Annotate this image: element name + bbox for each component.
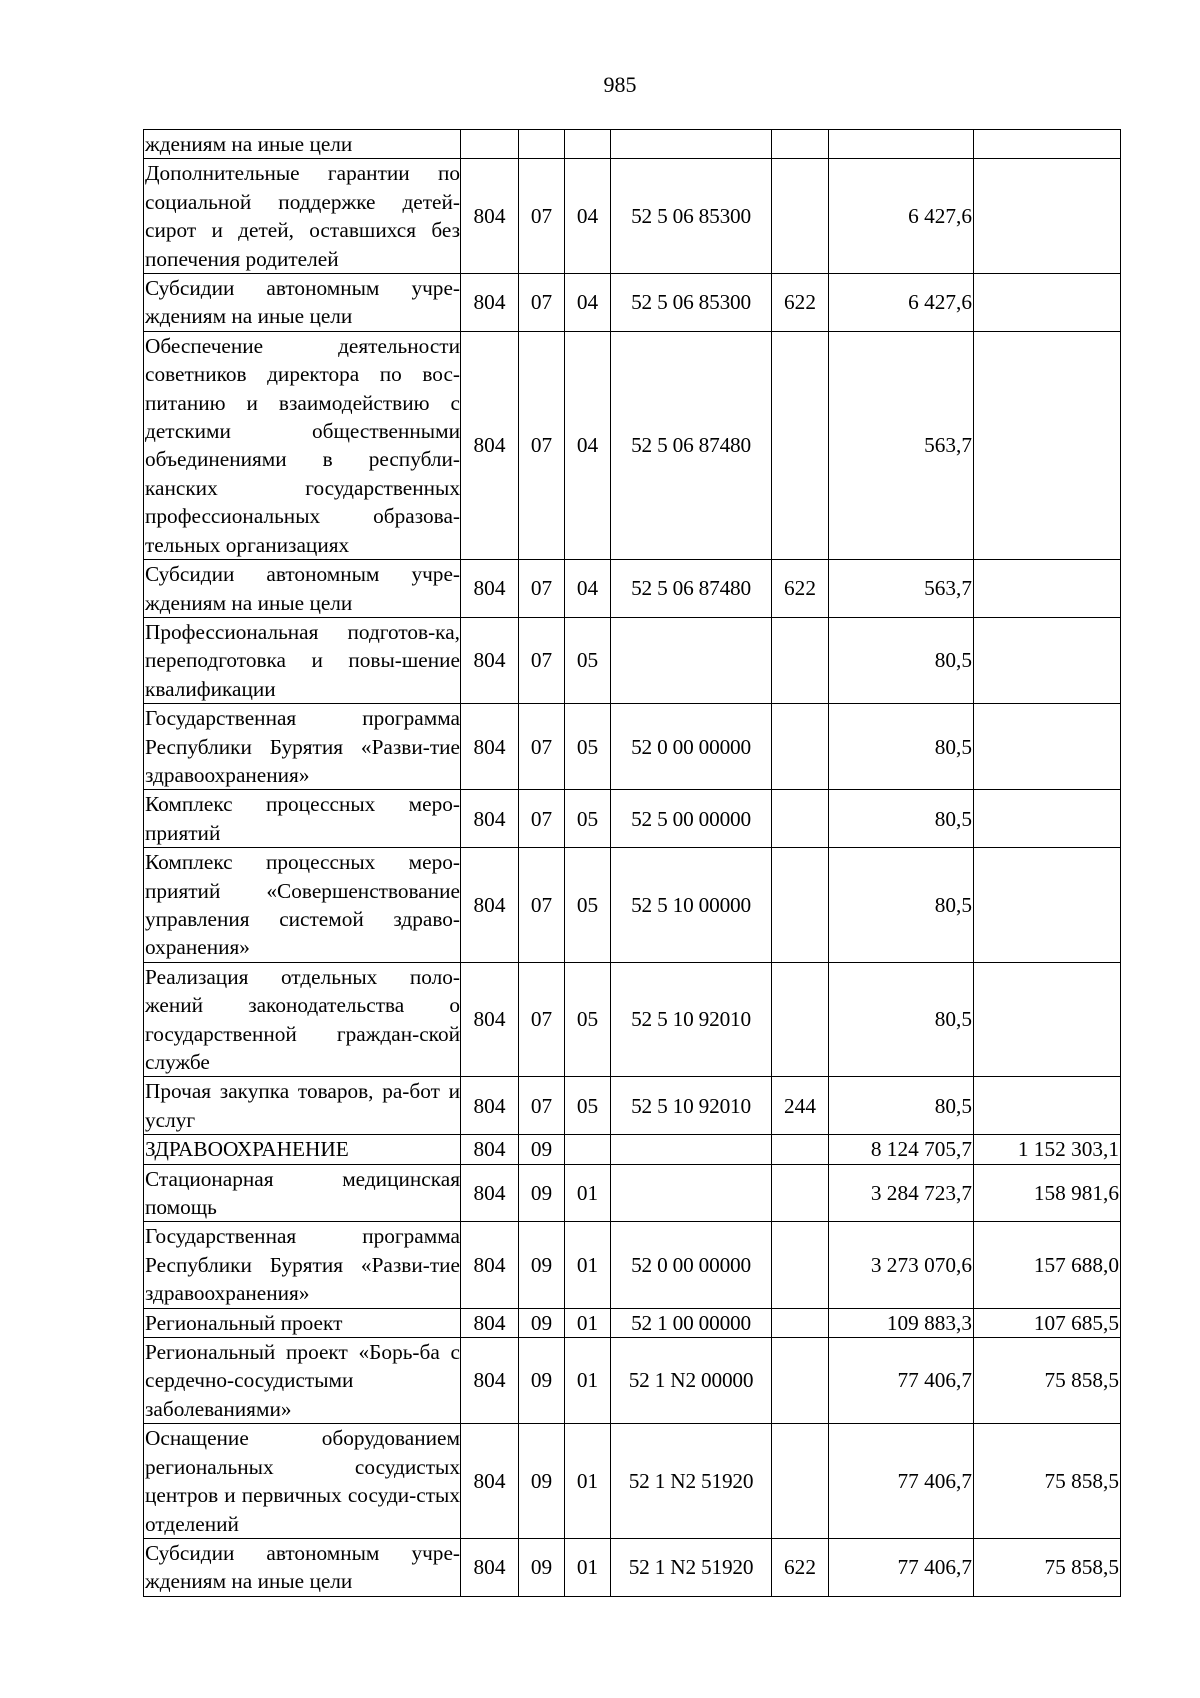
row-vr-cell: 622 bbox=[772, 560, 829, 618]
row-pr-cell: 01 bbox=[565, 1538, 611, 1596]
row-csr-cell bbox=[611, 130, 772, 159]
page-number: 985 bbox=[603, 72, 637, 97]
row-csr-cell: 52 1 N2 51920 bbox=[611, 1538, 772, 1596]
row-csr-cell bbox=[611, 617, 772, 703]
row-csr-cell: 52 5 06 87480 bbox=[611, 331, 772, 559]
row-sum2-cell: 1 152 303,1 bbox=[974, 1135, 1121, 1164]
row-csr-cell: 52 5 10 92010 bbox=[611, 1077, 772, 1135]
row-sum1-cell: 80,5 bbox=[829, 848, 974, 963]
table-row bbox=[144, 1538, 1121, 1596]
row-sum1-cell: 80,5 bbox=[829, 1077, 974, 1135]
row-name-cell: Комплекс процессных меро-приятий bbox=[144, 790, 461, 848]
row-rz-cell: 07 bbox=[519, 617, 565, 703]
row-sum2-cell: 158 981,6 bbox=[974, 1164, 1121, 1222]
row-vr-cell: 622 bbox=[772, 274, 829, 332]
row-name-cell: Региональный проект «Борь-ба с сердечно-сосудистыми заболеваниями» bbox=[144, 1338, 461, 1424]
row-sum1-cell: 3 273 070,6 bbox=[829, 1222, 974, 1308]
row-sum2-cell bbox=[974, 1077, 1121, 1135]
row-pr-cell: 01 bbox=[565, 1164, 611, 1222]
row-pr-cell: 01 bbox=[565, 1222, 611, 1308]
row-sum1-cell: 8 124 705,7 bbox=[829, 1135, 974, 1164]
row-rz-cell: 07 bbox=[519, 560, 565, 618]
row-csr-cell: 52 5 00 00000 bbox=[611, 790, 772, 848]
row-pr-cell bbox=[565, 130, 611, 159]
row-rz-cell: 09 bbox=[519, 1135, 565, 1164]
row-pr-cell: 05 bbox=[565, 848, 611, 963]
row-name-cell: Субсидии автономным учре-ждениям на иные цели bbox=[144, 274, 461, 332]
budget-table-body bbox=[144, 130, 1121, 1597]
row-name-cell: Региональный проект bbox=[144, 1308, 461, 1337]
row-ved-cell: 804 bbox=[461, 962, 519, 1077]
row-csr-cell: 52 5 06 87480 bbox=[611, 560, 772, 618]
row-vr-cell bbox=[772, 617, 829, 703]
row-sum1-cell: 6 427,6 bbox=[829, 274, 974, 332]
row-rz-cell: 07 bbox=[519, 1077, 565, 1135]
row-rz-cell: 07 bbox=[519, 704, 565, 790]
row-sum1-cell: 3 284 723,7 bbox=[829, 1164, 974, 1222]
row-csr-cell: 52 1 N2 51920 bbox=[611, 1424, 772, 1539]
row-sum1-cell bbox=[829, 130, 974, 159]
row-sum2-cell: 157 688,0 bbox=[974, 1222, 1121, 1308]
row-sum2-cell bbox=[974, 130, 1121, 159]
table-row bbox=[144, 1338, 1121, 1424]
table-row bbox=[144, 962, 1121, 1077]
row-sum1-cell: 80,5 bbox=[829, 617, 974, 703]
row-rz-cell: 09 bbox=[519, 1164, 565, 1222]
row-csr-cell bbox=[611, 1135, 772, 1164]
row-sum2-cell bbox=[974, 560, 1121, 618]
row-ved-cell: 804 bbox=[461, 704, 519, 790]
row-vr-cell bbox=[772, 790, 829, 848]
row-ved-cell: 804 bbox=[461, 1222, 519, 1308]
row-sum1-cell: 77 406,7 bbox=[829, 1538, 974, 1596]
row-ved-cell: 804 bbox=[461, 848, 519, 963]
row-csr-cell: 52 5 06 85300 bbox=[611, 274, 772, 332]
table-row bbox=[144, 130, 1121, 159]
row-sum1-cell: 6 427,6 bbox=[829, 159, 974, 274]
row-rz-cell: 07 bbox=[519, 331, 565, 559]
table-row bbox=[144, 704, 1121, 790]
row-rz-cell: 07 bbox=[519, 159, 565, 274]
row-name-cell: Дополнительные гарантии по социальной поддержке детей-сирот и детей, оставшихся без попечения родителей bbox=[144, 159, 461, 274]
row-sum2-cell: 107 685,5 bbox=[974, 1308, 1121, 1337]
table-row bbox=[144, 790, 1121, 848]
row-name-cell: Оснащение оборудованием региональных сосудистых центров и первичных сосуди-стых отделений bbox=[144, 1424, 461, 1539]
row-ved-cell: 804 bbox=[461, 1164, 519, 1222]
row-sum2-cell bbox=[974, 962, 1121, 1077]
row-ved-cell: 804 bbox=[461, 159, 519, 274]
row-name-cell: Субсидии автономным учре-ждениям на иные цели bbox=[144, 560, 461, 618]
row-pr-cell: 05 bbox=[565, 617, 611, 703]
budget-table bbox=[143, 129, 1121, 1597]
row-sum1-cell: 563,7 bbox=[829, 560, 974, 618]
row-name-cell: Государственная программа Республики Бурятия «Разви-тие здравоохранения» bbox=[144, 704, 461, 790]
row-ved-cell: 804 bbox=[461, 1538, 519, 1596]
row-ved-cell: 804 bbox=[461, 560, 519, 618]
row-vr-cell bbox=[772, 130, 829, 159]
row-vr-cell: 244 bbox=[772, 1077, 829, 1135]
table-row bbox=[144, 1135, 1121, 1164]
row-sum2-cell bbox=[974, 790, 1121, 848]
row-csr-cell: 52 0 00 00000 bbox=[611, 1222, 772, 1308]
row-ved-cell: 804 bbox=[461, 1135, 519, 1164]
table-row bbox=[144, 159, 1121, 274]
row-vr-cell bbox=[772, 704, 829, 790]
row-vr-cell bbox=[772, 1338, 829, 1424]
row-ved-cell: 804 bbox=[461, 1308, 519, 1337]
row-name-cell: ЗДРАВООХРАНЕНИЕ bbox=[144, 1135, 461, 1164]
row-sum1-cell: 77 406,7 bbox=[829, 1338, 974, 1424]
row-pr-cell: 01 bbox=[565, 1308, 611, 1337]
row-vr-cell: 622 bbox=[772, 1538, 829, 1596]
row-rz-cell: 07 bbox=[519, 848, 565, 963]
row-vr-cell bbox=[772, 331, 829, 559]
row-vr-cell bbox=[772, 848, 829, 963]
row-csr-cell bbox=[611, 1164, 772, 1222]
row-pr-cell: 05 bbox=[565, 704, 611, 790]
row-sum2-cell bbox=[974, 331, 1121, 559]
row-name-cell: Стационарная медицинская помощь bbox=[144, 1164, 461, 1222]
row-csr-cell: 52 5 10 00000 bbox=[611, 848, 772, 963]
table-row bbox=[144, 560, 1121, 618]
row-rz-cell: 09 bbox=[519, 1222, 565, 1308]
row-ved-cell: 804 bbox=[461, 1338, 519, 1424]
row-name-cell: Государственная программа Республики Бурятия «Разви-тие здравоохранения» bbox=[144, 1222, 461, 1308]
row-csr-cell: 52 0 00 00000 bbox=[611, 704, 772, 790]
row-sum1-cell: 77 406,7 bbox=[829, 1424, 974, 1539]
row-sum2-cell bbox=[974, 274, 1121, 332]
row-pr-cell: 05 bbox=[565, 1077, 611, 1135]
row-pr-cell: 05 bbox=[565, 790, 611, 848]
row-vr-cell bbox=[772, 1164, 829, 1222]
row-sum1-cell: 80,5 bbox=[829, 962, 974, 1077]
row-rz-cell: 07 bbox=[519, 962, 565, 1077]
row-pr-cell bbox=[565, 1135, 611, 1164]
row-ved-cell: 804 bbox=[461, 790, 519, 848]
row-ved-cell bbox=[461, 130, 519, 159]
row-rz-cell: 09 bbox=[519, 1424, 565, 1539]
row-name-cell: Комплекс процессных меро-приятий «Совершенствование управления системой здраво-охранения» bbox=[144, 848, 461, 963]
row-name-cell: Реализация отдельных поло-жений законодательства о государственной граждан-ской службе bbox=[144, 962, 461, 1077]
row-sum2-cell bbox=[974, 159, 1121, 274]
row-sum1-cell: 109 883,3 bbox=[829, 1308, 974, 1337]
row-csr-cell: 52 1 00 00000 bbox=[611, 1308, 772, 1337]
row-name-cell: Субсидии автономным учре-ждениям на иные цели bbox=[144, 1538, 461, 1596]
row-sum1-cell: 563,7 bbox=[829, 331, 974, 559]
row-name-cell: Профессиональная подготов-ка, переподготовка и повы-шение квалификации bbox=[144, 617, 461, 703]
table-row bbox=[144, 617, 1121, 703]
row-ved-cell: 804 bbox=[461, 617, 519, 703]
row-vr-cell bbox=[772, 1135, 829, 1164]
table-row bbox=[144, 1164, 1121, 1222]
row-sum2-cell: 75 858,5 bbox=[974, 1424, 1121, 1539]
row-csr-cell: 52 5 10 92010 bbox=[611, 962, 772, 1077]
table-row bbox=[144, 1424, 1121, 1539]
row-ved-cell: 804 bbox=[461, 331, 519, 559]
row-pr-cell: 04 bbox=[565, 159, 611, 274]
row-ved-cell: 804 bbox=[461, 274, 519, 332]
row-rz-cell: 09 bbox=[519, 1338, 565, 1424]
row-name-cell: Прочая закупка товаров, ра-бот и услуг bbox=[144, 1077, 461, 1135]
table-row bbox=[144, 274, 1121, 332]
row-pr-cell: 01 bbox=[565, 1338, 611, 1424]
row-name-cell: ждениям на иные цели bbox=[144, 130, 461, 159]
table-row bbox=[144, 848, 1121, 963]
row-ved-cell: 804 bbox=[461, 1424, 519, 1539]
row-pr-cell: 01 bbox=[565, 1424, 611, 1539]
row-rz-cell bbox=[519, 130, 565, 159]
row-rz-cell: 07 bbox=[519, 790, 565, 848]
row-rz-cell: 09 bbox=[519, 1538, 565, 1596]
row-pr-cell: 04 bbox=[565, 274, 611, 332]
row-name-cell: Обеспечение деятельности советников директора по вос-питанию и взаимодействию с детскими общественными объединениями в республи-канских государственных профессиональных образова-тельных организациях bbox=[144, 331, 461, 559]
row-sum1-cell: 80,5 bbox=[829, 790, 974, 848]
row-csr-cell: 52 5 06 85300 bbox=[611, 159, 772, 274]
table-row bbox=[144, 331, 1121, 559]
row-sum2-cell: 75 858,5 bbox=[974, 1538, 1121, 1596]
row-rz-cell: 09 bbox=[519, 1308, 565, 1337]
row-pr-cell: 04 bbox=[565, 331, 611, 559]
row-sum2-cell bbox=[974, 617, 1121, 703]
table-row bbox=[144, 1222, 1121, 1308]
row-vr-cell bbox=[772, 159, 829, 274]
row-vr-cell bbox=[772, 962, 829, 1077]
row-vr-cell bbox=[772, 1424, 829, 1539]
table-row bbox=[144, 1077, 1121, 1135]
row-vr-cell bbox=[772, 1222, 829, 1308]
row-sum2-cell bbox=[974, 704, 1121, 790]
row-pr-cell: 05 bbox=[565, 962, 611, 1077]
row-pr-cell: 04 bbox=[565, 560, 611, 618]
row-csr-cell: 52 1 N2 00000 bbox=[611, 1338, 772, 1424]
row-sum1-cell: 80,5 bbox=[829, 704, 974, 790]
row-sum2-cell bbox=[974, 848, 1121, 963]
row-ved-cell: 804 bbox=[461, 1077, 519, 1135]
table-row bbox=[144, 1308, 1121, 1337]
row-rz-cell: 07 bbox=[519, 274, 565, 332]
row-sum2-cell: 75 858,5 bbox=[974, 1338, 1121, 1424]
row-vr-cell bbox=[772, 1308, 829, 1337]
